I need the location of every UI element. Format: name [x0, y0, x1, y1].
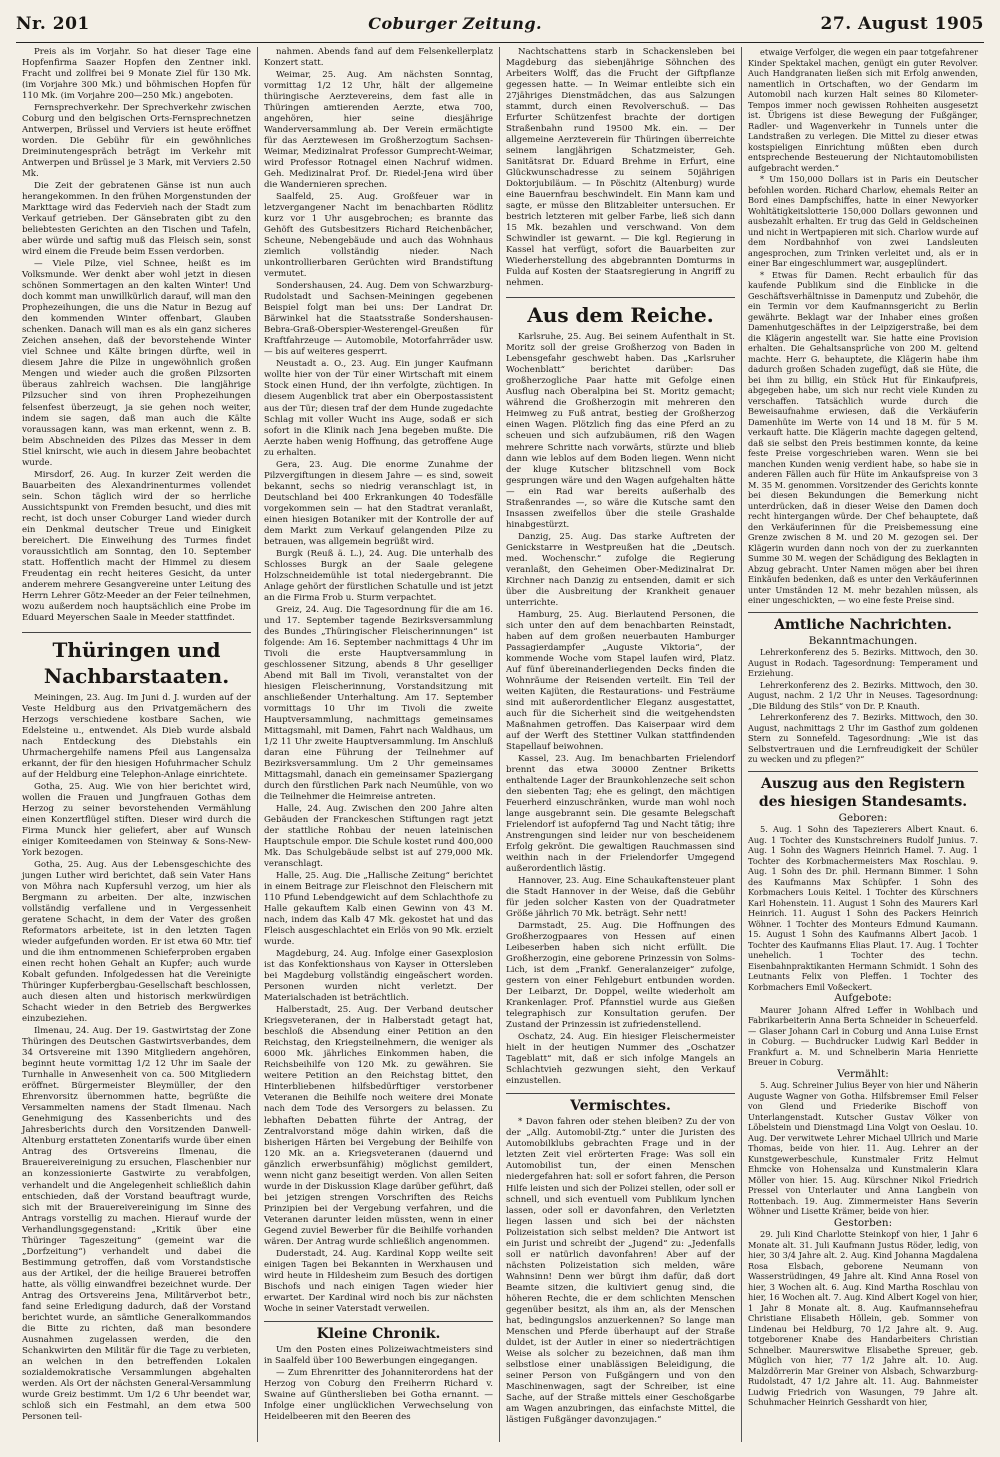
- article-paragraph: Maurer Johann Alfred Leffer in Wohlbach und Fabrikarbeiterin Anna Berta Schneider in Scheuerfeld. — Glaser Johann Carl in Coburg und Anna Luise Ernst in Coburg. — Buchdrucker Ludwig Karl Bedder in Frankfurt a. M. und Schnelberin Maria Henriette Breuer in Coburg.: [748, 1004, 978, 1067]
- article-paragraph: Halle, 25. Aug. Die „Hallische Zeitung“ berichtet in einem Beitrage zur Fleischnot den Fleischern mit 110 Pfund Lebendgewicht auf dem Schlachthofe zu Halle gekauftem Kalb einen Gewinn von 43 M. nach, indem das Kalb 47 Mk. gekostet hat und das Fleisch ausgeschlachtet ein Erlös von 90 Mk. erzielt wurde.: [264, 871, 493, 948]
- article-paragraph: Gotha, 25. Aug. Wie von hier berichtet wird, wollen die Frauen und Jungfrauen Gothas dem Herzog zu seiner bevorstehenden Vermählung einen Konzertflügel stiften. Dieser wird durch die Firma Munck hier geliefert, aber auf Wunsch einiger Komiteedamen von Steinway & Sons-New-York bezogen.: [22, 781, 251, 859]
- article-paragraph: Gotha, 25. Aug. Aus der Lebensgeschichte des jungen Luther wird berichtet, daß sein Vater Hans von Möhra nach Kupfersuhl verzog, um hier als Bergmann zu arbeiten. Der alte, inzwischen vollständig verfallene und in Vergessenheit geratene Schacht, in dem der Vater des großen Reformators arbeitete, ist in den letzten Tagen wieder aufgefunden worden. Er ist etwa 60 Mtr. tief und die ihm entnommenen Schieferproben ergaben einen recht hohen Gehalt an Kupfer; auch wurde Kobalt gefunden. Infolgedessen hat die Vereinigte Thüringer Kupferbergbau-Gesellschaft beschlossen, auch diesen alten und historisch merkwürdigen Schacht wieder in den Betrieb des Bergwerkes einzubeziehen.: [22, 860, 251, 1025]
- column-1: [16, 47, 258, 1442]
- article-paragraph: Preis als im Vorjahr. So hat dieser Tage eine Hopfenfirma Saazer Hopfen den Zentner inkl. Fracht und zollfrei bei 9 Monate Ziel für 130 Mk. (im Vorjahre 300 Mk.) und böhmischen Hopfen für 110 Mk. (im Vorjahre 200—250 Mk.) angeboten.: [22, 47, 251, 102]
- issue-date: 27. August 1905: [820, 14, 984, 34]
- issue-number: Nr. 201: [16, 14, 90, 34]
- article-paragraph: Hannover, 23. Aug. Eine Schaukaftensteuer plant die Stadt Hannover in der Weise, daß die Gebühr für jeden solcher Kasten von der Quadratmeter Größe jährlich 70 Mk. beträgt. Sehr nett!: [506, 876, 735, 920]
- column-area: [16, 47, 984, 1442]
- article-paragraph: Lehrerkonferenz des 7. Bezirks. Mittwoch, den 30. August, nachmittags 2 Uhr im Gasthof zum goldenen Stern zu Sonnefeld. Tagesordnung: „Wie ist das Selbstvertrauen und die Lernfreudigkeit der Schüler zu wecken und zu pflegen?“: [748, 712, 978, 764]
- section-heading: Thüringen und Nachbarstaaten.: [22, 632, 251, 689]
- article-paragraph: — Viele Pilze, viel Schnee, heißt es im Volksmunde. Wer denkt aber wohl jetzt in diesen schönen Sommertagen an den kalten Winter! Und doch kommt man unwillkürlich darauf, will man den Prophezeihungen, die uns die Natur in Bezug auf den kommenden Winter offenbart, Glauben schenken. Danach will man es als ein ganz sicheres Zeichen ansehen, daß der bevorstehende Winter viel Schnee und Kälte bringen dürfte, weil in diesem Jahre die Pilze in ungewöhnlich großen Mengen und wieder auch die großen Pilzsorten überaus zahlreich wachsen. Die langjährige Pilzsucher sind von ihren Prophezeihungen felsenfest überzeugt, ja sie gehen noch weiter, indem sie sagen, daß man auch die Kälte voraussagen kann, was man erkennt, wenn z. B. beim Abschneiden des Pilzes das Messer in dem Stiel knirscht, wie auch in diesem Jahre beobachtet wurde.: [22, 259, 251, 468]
- article-paragraph: Weimar, 25. Aug. Am nächsten Sonntag, vormittag 1/2 12 Uhr, hält der allgemeine thüringische Aerztevereins, dem fast alle in Thüringen amtierenden Aerzte, etwa 700, angehören, hier seine diesjährige Wanderversammlung ab. Der Verein ermächtigte für das Aerztewesen im Großherzogtum Sachsen-Weimar, Medizinalrat Professor Gumprecht-Weimar, wird Professor Rotnagel einen Nachruf widmen. Geh. Medizinalrat Prof. Dr. Riedel-Jena wird über die Wandernieren sprechen.: [264, 70, 493, 191]
- column-3: [500, 47, 742, 1442]
- article-paragraph: Duderstadt, 24. Aug. Kardinal Kopp weilte seit einigen Tagen bei Bekannten in Werxhausen und wird heute in Hildesheim zum Besuch des dortigen Bischofs und nach einigen Tagen wieder hier erwartet. Der Kardinal wird noch bis zur nächsten Woche in seiner Vaterstadt verweilen.: [264, 1248, 493, 1314]
- article-paragraph: Mirsdorf, 26. Aug. In kurzer Zeit werden die Bauarbeiten des Alexandrinenturmes vollendet sein. Schon täglich wird der so herrliche Aussichtspunkt von Fremden besucht, und dies mit recht, ist doch unser Coburger Land wieder durch ein Denkmal deutscher Treue und Einigkeit bereichert. Die Einweihung des Turmes findet voraussichtlich am Sonntag, den 10. September statt. Hoffentlich macht der Himmel zu diesem Freudentag ein recht heiteres Gesicht, da unter anderem mehrere Gesangvereine unter Leitung des Herrn Lehrer Götz-Meeder an der Feier teilnehmen, wozu außerdem noch hauptsächlich eine Probe im Eduard Meyerschen Saale in Meeder stattfindet.: [22, 469, 251, 623]
- article-paragraph: Greiz, 24. Aug. Die Tagesordnung für die am 16. und 17. September tagende Bezirksversammlung des Bundes „Thüringischer Fleischerinnungen“ ist folgende: Am 16. September nachmittags 4 Uhr im Tivoli die erste Hauptversammlung in geschlossener Sitzung, abends 8 Uhr geselliger Abend mit Ball im Tivoli, veranstaltet von der hiesigen Fleischerinnung, Vorstandsitzung mit anschließender Unterhaltung. Am 17. September vormittags 10 Uhr im Tivoli die zweite Hauptversammlung, nachmittags gemeinsames Mittagsmahl, mit Damen, Fahrt nach Waldhaus, um 1/2 11 Uhr zweite Hauptversammlung. Im Anschluß daran eine Führung der Teilnehmer auf Bezirksversammlung. Um 2 Uhr gemeinsames Mittagsmahl, danach ein gemeinsamer Spaziergang durch den fürstlichen Park nach Neumühle, von wo die Teilnehmer die Heimreise antreten.: [264, 604, 493, 803]
- subheading: Bekanntmachungen.: [808, 634, 918, 647]
- article-paragraph: Hamburg, 25. Aug. Bierlautend Personen, die sich unter den auf dem benachbarten Reinstadt, haben auf dem großen neuerbauten Hamburger Passagierdampfer „Auguste Viktoria“, der kommende Woche vom Stapel laufen wird, Platz. Auf fünf übereinanderliegenden Decks finden die Wohnräume der Reisenden verteilt. Ein Teil der weiten Kajüten, die Restaurations- und Festräume sind mit außerordentlicher Eleganz ausgestattet, auch für die Sicherheit sind die weitgehendsten Maßnahmen getroffen. Das Kaiserpaar wird dem auf der Werft des Stettiner Vulkan stattfindenden Stapellauf beiwohnen.: [506, 609, 735, 752]
- article-paragraph: * Um 150,000 Dollars ist in Paris ein Deutscher befohlen worden. Richard Charlow, ehemals Reiter an Bord eines Dampfschiffes, hatte in einer Newyorker Wohltätigkeitslotterie 150,000 Dollars gewonnen und ausbezahlt erhalten. Er trug das Geld in Geldscheinen und nicht in Wertpapieren mit sich. Charlow wurde auf dem Nordbahnhof von zwei Landsleuten angesprochen, zum Trinken verleitet und, als er in einer Bar eingeschlummert war, ausgeplündert.: [748, 174, 978, 268]
- section-heading: Aus dem Reiche.: [506, 297, 735, 328]
- section-heading: Auszug aus den Registern des hiesigen Standesamts.: [748, 771, 978, 811]
- article-paragraph: Neustadt a. O., 23. Aug. Ein junger Kaufmann wollte hier von der Tür einer Wirtschaft mit einem Stock einen Hund, der ihn verfolgte, züchtigen. In diesem Augenblick trat aber ein Oberpostassistent aus der Tür; diesen traf der dem Hunde zugedachte Schlag mit voller Wucht ins Auge, sodaß er sich sofort in die Klinik nach Jena begeben mußte. Die Aerzte haben wenig Hoffnung, das getroffene Auge zu erhalten.: [264, 359, 493, 458]
- subheading: Gestorben:: [833, 1216, 893, 1229]
- section-heading: Amtliche Nachrichten.: [748, 612, 978, 634]
- section-heading: Vermischtes.: [506, 1093, 735, 1115]
- article-paragraph: Darmstadt, 25. Aug. Die Hoffnungen des Großherzogpaares von Hessen auf einen Leibeserben haben sich nicht erfüllt. Die Großherzogin, eine geborene Prinzessin von Solms-Lich, ist dem „Frankf. Generalanzeiger“ zufolge, gestern von einer Fehlgeburt entbunden worden. Der Leibarzt, Dr. Doppel, weilte wiederholt am Krankenlager. Prof. Pfannstiel wurde aus Gießen telegraphisch zur Konsultation gerufen. Der Zustand der Prinzessin ist zufriedenstellend.: [506, 921, 735, 1031]
- article-paragraph: Saalfeld, 25. Aug. Großfeuer war in letzvergangener Nacht im benachbarten Rödlitz kurz vor 1 Uhr ausgebrochen; es brannte das Gehöft des Gutsbesitzers Richard Reichenbächer, Scheune, Nebengebäude und auch das Wohnhaus ziemlich vollständig nieder. Nach unkontrollierbaren Gerüchten wird Brandstiftung vermutet.: [264, 192, 493, 280]
- article-paragraph: * Davon fahren oder stehen bleiben? Zu der von der „Allg. Automobil-Ztg.“ unter die Juristen des Automobilklubs gebrachten Frage und in der letzten Zeit viel erörterten Frage: Was soll ein Automobilist tun, der einen Menschen niedergefahren hat: soll er sofort fahren, die Person Hilfe leisten und sich der Polizei stellen, oder soll er schnell, und sich eventuell vom Publikum lynchen lassen, oder soll er davonfahren, den Verletzten liegen lassen und sich bei der nächsten Polizeistation sich selbst melden? Die Antwort ist ein Jurist und schreibt der „Jugend“ zu: „Jedenfalls soll er natürlich davonfahren! Aber auf der nächsten Polizeistation sich melden, wäre Wahnsinn! Denn wer bürgt ihm dafür, daß dort Beamte sitzen, die kultiviert genug sind, die höheren Rechte, die er dem schlichten Menschen gegenüber besitzt, als ihm an, als der Menschen hat, bedingungslos anzuerkennen? So lange man Menschen und Pferde überhaupt auf der Straße duldet, ist der Autler in einer so niederträchtigen Weise als solcher zu bezeichnen, daß man ihm selbstlose einer unablässigen Beleidigung, die seiner Person von Fußgängern und von den Maschinenwagen, sagt der Schreiber, ist eine Sache, auf der Straße mittels einer Geschoßgarbe am Wagen anzubringen, das einfachste Mittel, die lästigen Fußgänger davonzujagen.“: [506, 1117, 735, 1425]
- article-paragraph: Nachtschattens starb in Schackensleben bei Magdeburg das siebenjährige Söhnchen des Arbeiters Wolff, das die Frucht der Giftpflanze gegessen hatte. — In Weimar entleibte sich ein 27jähriges Dienstmädchen, das aus Salzungen stammt, durch einen Revolverschuß. — Das Erfurter Schützenfest brachte der dortigen Straßenbahn rund 19500 Mk. ein. — Der allgemeine Aerzteverein für Thüringen überreichte seinem langjährigen Schatzmeister, Geh. Sanitätsrat Dr. Eduard Brehme in Erfurt, eine Glückwunschadresse zu seinem 50jährigen Doktorjubiläum. — In Pöschitz (Altenburg) wurde eine Bauernfrau beschwindelt. Ein Mann kam und sagte, er müsse den Blitzableiter untersuchen. Er bestrich letzteren mit gelber Farbe, ließ sich dann 15 Mk. bezahlen und verschwand. Von dem Schwindler ist gewarnt. — Die kgl. Regierung in Kassel hat verfügt, sofort die Bauarbeiten zur Wiederherstellung des abgebrannten Domturms in Fulda auf Kosten der Staatsregierung in Angriff zu nehmen.: [506, 47, 735, 289]
- subheading: Aufgebote:: [834, 992, 892, 1004]
- section-heading: Kleine Chronik.: [264, 1321, 493, 1343]
- article-paragraph: Die Zeit der gebratenen Gänse ist nun auch herangekommen. In den frühen Morgenstunden der Markttage wird das Federvieh nach der Stadt zum Verkauf getrieben. Der Gänsebraten gibt zu den beliebtesten Gerichten an den Tischen und Tafeln, aber würde und saftig muß das Fleisch sein, sonst wird einem die Freude beim Essen verdorben.: [22, 181, 251, 258]
- article-paragraph: Karlsruhe, 25. Aug. Bei seinem Aufenthalt in St. Moritz soll der greise Großherzog von Baden in Lebensgefahr geschwebt haben. Das „Karlsruher Wochenblatt“ berichtet darüber: Das großherzogliche Paar hatte mit Gefolge einen Ausflug nach Oberalpina bei St. Moritz gemacht; während die Großherzogin mit mehreren den Heimweg zu Fuß antrat, bestieg der Großherzog einen Wagen. Plötzlich fing das eine Pferd an zu scheuen und sich aufzubäumen, riß den Wagen mehrere Schritte nach vorwärts, stürzte und blieb dann wie leblos auf dem Boden liegen. Wenn nicht der kluge Kutscher blitzschnell vom Bock gesprungen wäre und den Wagen aufgehalten hätte — ein Rad war bereits außerhalb des Straßenrandes —, so wäre die Kutsche samt den Insassen zweifellos über die steile Grashalde hinabgestürzt.: [506, 332, 735, 530]
- article-paragraph: Meiningen, 23. Aug. Im Juni d. J. wurden auf der Veste Heldburg aus den Privatgemächern des Herzogs verschiedene kostbare Sachen, wie Edelsteine u., entwendet. Als Dieb wurde alsbald nach Entdeckung des Diebstahls ein Uhrmachergehilfe namens Pfeil aus Langensalza erkannt, der für den hiesigen Hofuhrmacher Schulz auf der Heldburg eine Telephon-Anlage einrichtete.: [22, 692, 251, 780]
- subheading: Geboren:: [838, 811, 888, 824]
- paper-title: Coburger Zeitung.: [368, 14, 543, 33]
- article-paragraph: nahmen. Abends fand auf dem Felsenkellerplatz Konzert statt.: [264, 47, 493, 69]
- article-paragraph: * Etwas für Damen. Recht erbaulich für das kaufende Publikum sind die Einblicke in die Geschäftsverhältnisse in Damenputz und Zubehör, die ein Termin vor dem Kaufmannsgericht zu Berlin gewährte. Beklagt war der Inhaber eines großen Damenhutgeschäftes in der Leipzigerstraße, bei dem die Klägerin angestellt war. Sie hatte eine Provision erhalten. Die Gehaltsansprüche von 200 M. geltend machte. Herr G. behauptete, die Klägerin habe ihm dadurch großen Schaden zugefügt, daß sie Hüte, die bei ihm zu billig, ein Stück Hut für Einkaufpreis, abgegeben habe, um sich nur recht viele Kunden zu verschaffen. Tatsächlich wurde durch die Beweisaufnahme erwiesen, daß die Verkäuferin Damenhüte im Werte von 14 und 18 M. für 5 M. verkauft hatte. Die Klägerin machte dagegen geltend, daß sie selbst den Preis bestimmen konnte, da keine feste Preise vorgeschrieben waren. Wenn sie bei manchen Kunden wenig verdient habe, so habe sie in anderen Fällen auch für Hüte im Ankaufspreise von 3 M. 35 M. genommen. Vorsitzender des Gerichts konnte bei diesen Bekundungen die Bemerkung nicht unterdrücken, daß in dieser Weise den Damen doch recht hintergangen würde. Der Chef behauptete, daß den Verkäuferinnen für die Preisbemessung eine Grenze zwischen 8 M. und 20 M. gezogen sei. Der Klägerin wurden dann noch von der zu zuerkannten Summe 30 M. wegen der Schädigung des Beklagten in Abzug gebracht. Unter Namen mögen aber bei ihren Einkäufen bedenken, daß es unter den Verkäuferinnen unter Umständen 12 M. mehr bezahlen müssen, als einer ungeschickten, — wo eine feste Preise sind.: [748, 269, 978, 605]
- article-paragraph: 5. Aug. Schreiner Julius Beyer von hier und Näherin Auguste Wagner von Gotha. Hilfsbremser Emil Felser von Glend und Friederike Bischoff von Unterlangenstadt. Kutscher Gustav Völker von Löbelstein und Dienstmagd Lina Volgt von Oeslau. 10. Aug. Der verwitwete Lehrer Michael Ullrich und Marie Thomas, beide von hier. 11. Aug. Lehrer an der Kunstgewerbeschule, Kunstmaler Fritz Helmut Ehmcke von Hohensalza und Kunstmalerin Klara Möller von hier. 15. Aug. Kürschner Nikol Friedrich Pressel von Unterlauter und Anna Langbein von Rottenbach. 19. Aug. Zimmermeister Hans Severin Wöhner und Lisette Krämer, beide von hier.: [748, 1080, 978, 1216]
- article-paragraph: Halberstadt, 25. Aug. Der Verband deutscher Kriegsveteranen, der in Halberstadt getagt hat, beschloß die Absendung einer Petition an den Reichstag, den Kriegsteilnehmern, die weniger als 6000 Mk. jährliches Einkommen haben, die Reichsbeihilfe von 120 Mk. zu gewähren. Sie weitere Petition an den Reichstag bittet, den Hinterbliebenen hilfsbedürftiger verstorbener Veteranen die Beihilfe noch weitere drei Monate nach dem Tode des Versorgers zu belassen. Zu lebhaften Debatten führte der Antrag, der Zentralvorstand möge dahin wirken, daß die bisherigen Härten bei Vergebung der Beihilfe von 120 Mk. an a. Kriegsveteranen (dauernd und gänzlich erwerbsunfähig) möglichst gemildert, wenn nicht ganz beseitigt werden. Von allen Seiten wurde in der Diskussion Klage darüber geführt, daß bei jetzigen strengen Vorschriften des Reichs Prinzipien bei der Vergebung verfahren, und die Veteranen darunter leiden müssten, wenn in einer Gegend zuviel Bewerber für die Beihilfe vorhanden wären. Der Antrag wurde schließlich angenommen.: [264, 1005, 493, 1247]
- article-paragraph: Um den Posten eines Polizeiwachtmeisters sind in Saalfeld über 100 Bewerbungen eingegangen.: [264, 1344, 493, 1366]
- article-paragraph: Gera, 23. Aug. Die enorme Zunahme der Pilzvergiftungen in diesem Jahre — es sind, soweit bekannt, sechs so niedrig veranschlagt ist, in Deutschland bei 400 Erkrankungen 40 Todesfälle vorgekommen sein — hat den Stadtrat veranlaßt, einen hiesigen Botaniker mit der Kontrolle der auf dem Markt zum Verkauf gelangenden Pilze zu betrauen, was allgemein begrüßt wird.: [264, 459, 493, 547]
- column-2: [258, 47, 500, 1442]
- article-paragraph: Lehrerkonferenz des 2. Bezirks. Mittwoch, den 30. August, nachm. 2 1/2 Uhr in Neuses. Tagesordnung: „Die Bildung des Stils“ von Dr. P. Knauth.: [748, 679, 978, 711]
- article-paragraph: 29. Juli Kind Charlotte Steinkopf von hier, 1 Jahr 6 Monate alt. 31. Juli Kaufmann Justus Röder, ledig, von hier, 30 3/4 Jahre alt. 2. Aug. Kind Johanna Magdalena Rosa Elsbach, geborene Neumann von Wasserstrüdingen, 49 Jahre alt. Kind Anna Rosel von hier, 3 Wochen alt. 6. Aug. Kind Martha Roschlau von hier, 16 Wochen alt. 7. Aug. Kind Albert Kogel von hier, 1 Jahr 8 Monate alt. 8. Aug. Kaufmannsehefrau Christiane Elisabeth Höllein, geb. Sommer von Lindenau bei Heldburg, 70 1/2 Jahre alt. 9. Aug. totgeborener Knabe des Handarbeiters Christian Schnelber. Maurerswitwe Elisabethe Spreuer, geb. Müglich von hier, 77 1/2 Jahre alt. 10. Aug. Malzdörrerin Mar Greiner von Alsbach, Schwarzburg-Rudolstadt, 47 1/2 Jahre alt. 11. Aug. Bahnmeister Ludwig Friedrich von Wasungen, 79 Jahre alt. Schuhmacher Heinrich Gesshardt von hier,: [748, 1229, 978, 1407]
- article-paragraph: Ilmenau, 24. Aug. Der 19. Gastwirtstag der Zone Thüringen des Deutschen Gastwirtsverbandes, dem 34 Ortsvereine mit 1390 Mitgliedern angehören, beginnt heute vormittag 1/2 12 Uhr im Saale der Turnhalle in Anwesenheit von ca. 500 Mitgliedern eröffnet. Bürgermeister Bleymüller, der den Ehrenvorsitz übernommen hatte, begrüßte die Versammelten namens der Stadt Ilmenau. Nach Genehmigung des Kassenberichts und des Jahresberichts durch den Vorsitzenden Danwell-Altenburg erstatteten Zonentarifs wurde über einen Antrag des Ortsvereins Ilmenau, die Brauereivereinigung zu ersuchen, Flaschenbier nur an konzessionierte Gastwirte zu verabfolgen, verhandelt und die Angelegenheit schließlich dahin entschieden, daß der Vorstand beauftragt wurde, sich mit der Brauereivereinigung im Sinne des Antrags vorstellig zu machen. Hierauf wurde der Verhandlungsgegenstand: „Kritik über eine Thüringer Tageszeitung“ (gemeint war die „Dorfzeitung“) verhandelt und dabei die Bestimmung getroffen, daß vom Vorstandstische aus der Artikel, der die heilige Brauerei betroffen hatte, als völlig einwandfrei bezeichnet wurde. Der Antrag des Ortsvereins Jena, Militärverbot betr., fand seine Erledigung dadurch, daß der Vorstand berichtet wurde, an sämtliche Generalkommandos die Bitte zu richten, daß man besondere Ausnahmen zugelassen werden, die den Schankwirten den Militär für die Tage zu verbieten, an welchen in den betreffenden Lokalen sozialdemokratische Versammlungen abgehalten werden. Als Ort der nächsten General-Versammlung wurde Greiz bestimmt. Um 1/2 6 Uhr beendet war, schloß sich ein Festmahl, an dem etwa 500 Personen teil-: [22, 1026, 251, 1422]
- article-paragraph: Fernsprechverkehr. Der Sprechverkehr zwischen Coburg und den belgischen Orts-Fernsprechnetzen Antwerpen, Brüssel und Verviers ist heute eröffnet worden. Die Gebühr für ein gewöhnliches Dreiminutengespräch beträgt im Verkehr mit Antwerpen und Brüssel je 3 Mark, mit Verviers 2.50 Mk.: [22, 103, 251, 180]
- article-paragraph: 5. Aug. 1 Sohn des Tapezierers Albert Knaut. 6. Aug. 1 Tochter des Kunstschreiners Rudolf Junius. 7. Aug. 1 Sohn des Wagners Heinrich Hamel. 7. Aug. 1 Tochter des Korbmachermeisters Max Roschlau. 9. Aug. 1 Sohn des Dr. phil. Hermann Bimmer. 1 Sohn des Kaufmanns Max Schüpfer. 1 Sohn des Korbmachers Louis Keitel. 1 Tochter des Kürschners Karl Hohenstein. 11. August 1 Sohn des Maurers Karl Heinrich. 11. August 1 Sohn des Packers Heinrich Wöhner. 1 Tochter des Monteurs Edmund Kaumann. 15. August 1 Sohn des Kaufmanns Albert Jacob. 1 Tochter des Kaufmanns Elias Plaut. 17. Aug. 1 Tochter unehelich. 1 Tochter des techn. Eisenbahnpraktikanten Hermann Schmidt. 1 Sohn des Leutnants Felix von Pleffen. 1 Tochter des Korbmachers Emil Voßeckert.: [748, 824, 978, 992]
- article-paragraph: — Zum Ehrenritter des Johanniterordens hat der Herzog von Coburg den Freiherrn Richard v. Swaine auf Güntherslieben bei Gotha ernannt. — Infolge einer unglücklichen Verwechselung von Heidelbeeren mit den Beeren des: [264, 1367, 493, 1422]
- article-paragraph: Halle, 24. Aug. Zwischen den 200 Jahre alten Gebäuden der Franckeschen Stiftungen ragt jetzt der stattliche Rohbau der neuen lateinischen Hauptschule empor. Die Schule kostet rund 400,000 Mk. Das Schulgebäude selbst ist auf 279,000 Mk. veranschlagt.: [264, 804, 493, 870]
- article-paragraph: Sondershausen, 24. Aug. Dem von Schwarzburg-Rudolstadt und Sachsen-Meiningen gegebenen Beispiel folgt man bei uns: Der Landrat Dr. Bärwinkel hat die Staatsstraße Sondershausen-Bebra-Graß-Oberspier-Westerengel-Greußen für Kraftfahrzeuge — Automobile, Motorfahrräder usw. — bis auf weiteres gesperrt.: [264, 281, 493, 358]
- article-paragraph: Kassel, 23. Aug. Im benachbarten Frielendorf brennt das etwa 30000 Zentner Briketts enthaltende Lager der Braunkohlenzeche seit schon den siebenten Tag; ehe es gelingt, den mächtigen Feuerherd einzuschränken, wurde man wohl noch lange ausgebrannt sein. Die gesamte Belegschaft Frielendorf ist aufopfernd Tag und Nacht tätig; ihre Anstrengungen sind leider nur von bescheidenem Erfolg gekrönt. Die gewaltigen Rauchmassen sind weithin nach in der Frielendorfer Umgegend außerordentlich lästig.: [506, 753, 735, 875]
- article-paragraph: Danzig, 25. Aug. Das starke Auftreten der Genickstarre in Westpreußen hat die „Deutsch. med. Wochenschr.“ zufolge die Regierung veranlaßt, den Geheimen Ober-Medizinalrat Dr. Kirchner nach Danzig zu entsenden, damit er sich über die Ausbreitung der Krankheit genauer unterrichte.: [506, 531, 735, 608]
- subheading: Vermählt:: [837, 1067, 889, 1080]
- article-paragraph: Burgk (Reuß ä. L.), 24. Aug. Die unterhalb des Schlosses Burgk an der Saale gelegene Holzschneidemühle ist total niedergebrannt. Die Anlage gehört der fürstlichen Schatulle und ist jetzt an die Firma Frob u. Sturm verpachtet.: [264, 548, 493, 603]
- article-paragraph: etwaige Verfolger, die wegen ein paar totgefahrener Kinder Spektakel machen, genügt ein guter Revolver. Auch Handgranaten ließen sich mit Erfolg anwenden, namentlich in Ortschaften, wo der Gendarm im Automobil nach kurzen Halt seines 80 Kilometer-Tempos immer noch gewissen Rohheiten ausgesetzt ist. Übrigens ist diese Bewegung der Fußgänger, Radler- und Wagenverkehr in Tunnels unter die Landstraßen zu verlegen. Die Mittel zu dieser etwas kostspieligen Einrichtung müßten eben durch entsprechende Besteuerung der Nichtautomobilisten aufgebracht werden.“: [748, 47, 978, 173]
- article-paragraph: Magdeburg, 24. Aug. Infolge einer Gasexplosion ist das Konfektionshaus von Kayser in Ottersleben bei Magdeburg vollständig eingeäschert worden. Personen wurden nicht verletzt. Der Materialschaden ist beträchtlich.: [264, 949, 493, 1004]
- article-paragraph: Oschatz, 24. Aug. Ein hiesiger Fleischermeister hielt in der heutigen Nummer des „Oschatzer Tageblatt“ mit, daß er sich infolge Mangels an Schlachtvieh gezwungen sieht, den Verkauf einzustellen.: [506, 1032, 735, 1087]
- masthead: [16, 14, 984, 43]
- article-paragraph: Lehrerkonferenz des 5. Bezirks. Mittwoch, den 30. August in Rodach. Tagesordnung: Temperament und Erziehung.: [748, 647, 978, 678]
- column-4: [742, 47, 984, 1442]
